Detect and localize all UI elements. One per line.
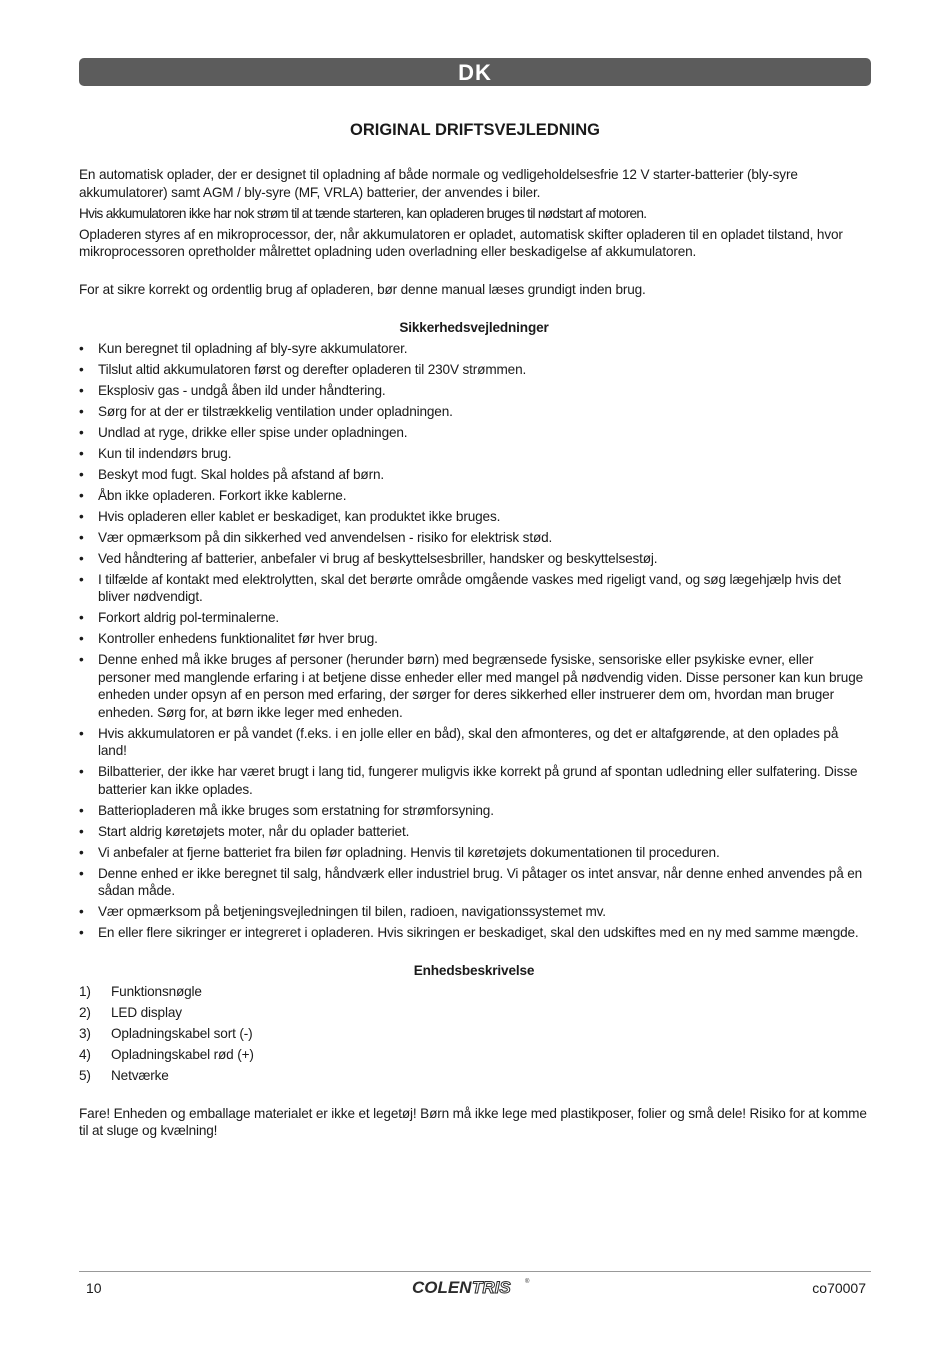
safety-item: • Undlad at ryge, drikke eller spise under opladningen. <box>79 424 869 442</box>
safety-item: • Kun beregnet til opladning af bly-syre akkumulatorer. <box>79 340 869 358</box>
safety-heading: Sikkerhedsvejledninger <box>399 320 549 335</box>
footer-divider <box>79 1271 871 1272</box>
safety-item: • Forkort aldrig pol-terminalerne. <box>79 609 869 627</box>
safety-list <box>79 340 869 942</box>
part-label: LED display <box>111 1004 182 1020</box>
intro-paragraph: En automatisk oplader, der er designet til opladning af både normale og vedligeholdelsesfrie 12 V starter-batterier (bly-syre akkumulatorer) samt AGM / bly-syre (MF, VRLA) batterier, der anvendes i biler. <box>79 167 798 200</box>
safety-item: • Eksplosiv gas - undgå åben ild under håndtering. <box>79 382 869 400</box>
part-label: Netværke <box>111 1067 169 1083</box>
safety-item: • Åbn ikke opladeren. Forkort ikke kablerne. <box>79 487 869 505</box>
device-part-item <box>79 1067 869 1085</box>
safety-item: • Sørg for at der er tilstrækkelig ventilation under opladningen. <box>79 403 869 421</box>
part-label: Funktionsnøgle <box>111 983 202 999</box>
language-label: DK <box>458 60 492 85</box>
part-number: 4) <box>79 1046 91 1062</box>
safety-item: • Vær opmærksom på din sikkerhed ved anvendelsen - risiko for elektrisk stød. <box>79 529 869 547</box>
safety-item: • Batteriopladeren må ikke bruges som erstatning for strømforsyning. <box>79 802 869 820</box>
svg-text:TRIS: TRIS <box>472 1278 511 1297</box>
intro-paragraph: Hvis akkumulatoren ikke har nok strøm til at tænde starteren, kan opladeren bruges til nødstart af motoren. <box>79 205 647 221</box>
device-part-item <box>79 1046 869 1064</box>
device-parts-list <box>79 983 869 1085</box>
svg-text:®: ® <box>525 1279 530 1285</box>
document-code: co70007 <box>812 1280 866 1296</box>
safety-item: • Vi anbefaler at fjerne batteriet fra bilen før opladning. Henvis til køretøjets dokumentationen til proceduren. <box>79 844 869 862</box>
device-part-item <box>79 983 869 1001</box>
intro-paragraph: Opladeren styres af en mikroprocessor, der, når akkumulatoren er opladet, automatisk skifter opladeren til en opladet tilstand, hvor mikroprocessoren opretholder målrettet opladning uden overladning eller beskadigelse af akkumulatoren. <box>79 226 843 259</box>
colentris-logo-icon <box>410 1275 540 1299</box>
safety-item: • I tilfælde af kontakt med elektrolytten, skal det berørte område omgående vaskes med rigeligt vand, og søg lægehjælp hvis det bliver nødvendigt. <box>79 571 869 606</box>
safety-item: • Beskyt mod fugt. Skal holdes på afstand af børn. <box>79 466 869 484</box>
svg-text:COLEN: COLEN <box>412 1278 472 1297</box>
part-label: Opladningskabel rød (+) <box>111 1046 254 1062</box>
page-number: 10 <box>86 1280 102 1296</box>
safety-item: • Vær opmærksom på betjeningsvejledningen til bilen, radioen, navigationssystemet mv. <box>79 903 869 921</box>
device-heading: Enhedsbeskrivelse <box>413 963 535 978</box>
warning-text: Fare! Enheden og emballage materialet er ikke et legetøj! Børn må ikke lege med plastikposer, folier og små dele! Risiko for at komme til at sluge og kvælning! <box>79 1105 867 1138</box>
part-number: 5) <box>79 1067 91 1083</box>
safety-item: • Hvis akkumulatoren er på vandet (f.eks. i en jolle eller en båd), skal den afmonteres, og det er altafgørende, at den oplades på land! <box>79 725 869 760</box>
safety-item: • En eller flere sikringer er integreret i opladeren. Hvis sikringen er beskadiget, skal den udskiftes med en ny med samme mængde. <box>79 924 869 942</box>
part-label: Opladningskabel sort (-) <box>111 1025 253 1041</box>
safety-item: • Denne enhed må ikke bruges af personer (herunder børn) med begrænsede fysiske, sensoriske eller psykiske evner, eller personer med manglende erfaring i at betjene disse enheder eller med mangel på nødvendig viden. Disse personer kan kun bruge enheden under opsyn af en person med erfaring, der sørger for deres sikkerhed eller instruerer dem om, hvordan man bruger enheden. Sørg for, at børn ikke leger med enheden. <box>79 651 869 721</box>
part-number: 2) <box>79 1004 91 1020</box>
safety-item: • Tilslut altid akkumulatoren først og derefter opladeren til 230V strømmen. <box>79 361 869 379</box>
device-part-item <box>79 1004 869 1022</box>
safety-item: • Kun til indendørs brug. <box>79 445 869 463</box>
part-number: 1) <box>79 983 91 999</box>
manual-body <box>79 166 869 1143</box>
language-header-bar <box>79 58 871 86</box>
device-part-item <box>79 1025 869 1043</box>
safety-item: • Hvis opladeren eller kablet er beskadiget, kan produktet ikke bruges. <box>79 508 869 526</box>
safety-item: • Bilbatterier, der ikke har været brugt i lang tid, fungerer muligvis ikke korrekt på grund af spontan udledning eller sulfatering. Disse batterier kan ikke oplades. <box>79 763 869 798</box>
safety-item: • Denne enhed er ikke beregnet til salg, håndværk eller industriel brug. Vi påtager os intet ansvar, når denne enhed anvendes på en sådan måde. <box>79 865 869 900</box>
manual-note: For at sikre korrekt og ordentlig brug af opladeren, bør denne manual læses grundigt inden brug. <box>79 282 646 297</box>
part-number: 3) <box>79 1025 91 1041</box>
safety-item: • Ved håndtering af batterier, anbefaler vi brug af beskyttelsesbriller, handsker og beskyttelsestøj. <box>79 550 869 568</box>
page-title: ORIGINAL DRIFTSVEJLEDNING <box>350 121 600 139</box>
safety-item: • Start aldrig køretøjets moter, når du oplader batteriet. <box>79 823 869 841</box>
safety-item: • Kontroller enhedens funktionalitet før hver brug. <box>79 630 869 648</box>
brand-logo <box>0 1275 950 1304</box>
